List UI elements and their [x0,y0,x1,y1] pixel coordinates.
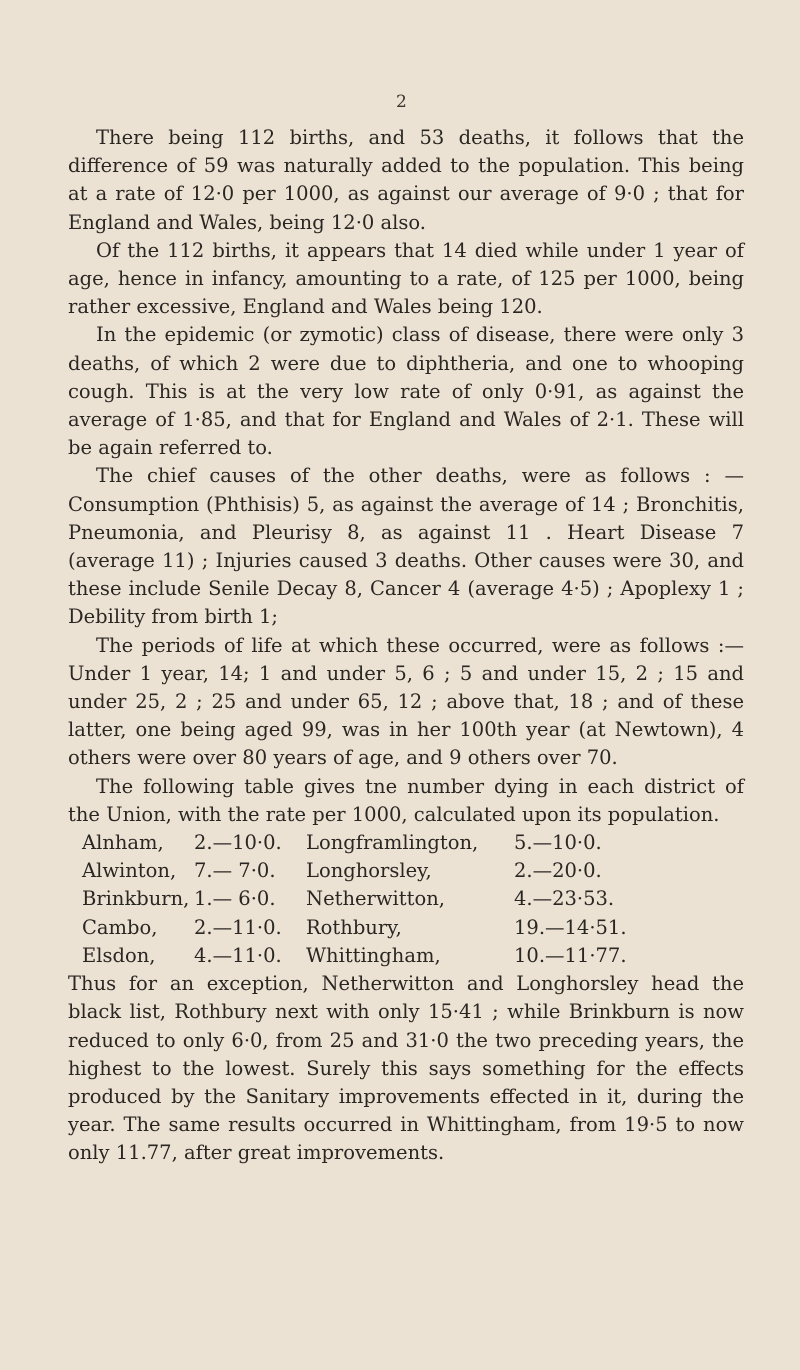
table-spacer [642,857,732,885]
table-cell-district: Brinkburn, [82,887,190,911]
table-cell-rate: 5.—10·0. [514,831,602,855]
table-cell-district: Rothbury, [306,915,402,939]
table-spacer [642,914,732,942]
table-cell-district: Whittingham, [306,943,441,967]
table-cell-district: Longhorsley, [306,859,432,883]
table-cell-rate: 1.— 6·0. [194,887,276,911]
table-cell-rate: 4.—11·0. [194,943,282,967]
table-cell-district: Netherwitton, [306,887,445,911]
table-cell-rate: 2.—10·0. [194,831,282,855]
table-spacer [642,885,732,913]
table-cell-district: Cambo, [82,915,158,939]
paragraph-epidemic-disease: In the epidemic (or zymotic) class of disease, there were only 3 deaths, of which 2 were due to diphtheria, and one to whooping cough. This is at the very low rate of only 0·91, as against the average of 1·85, and that for England and Wales of 2·1. These will be again referred to. [68,323,744,460]
table-cell-rate: 19.—14·51. [514,915,627,939]
table-cell-rate: 10.—11·77. [514,943,627,967]
table-cell-rate: 7.— 7·0. [194,859,276,883]
page-number: 2 [396,92,407,112]
district-death-table [82,829,744,970]
table-cell-district: Alnham, [82,831,164,855]
paragraph-infant-mortality: Of the 112 births, it appears that 14 died while under 1 year of age, hence in infancy, amounting to a rate, of 125 per 1000, being rather excessive, England and Wales being 120. [68,238,744,319]
table-spacer [642,942,732,970]
paragraph-periods-of-life: The periods of life at which these occurred, were as follows :—Under 1 year, 14; 1 and under 5, 6 ; 5 and under 15, 2 ; 15 and under 25, 2 ; 25 and under 65, 12 ; above that, 18 ; and of these latter, one being aged 99, was in her 100th year (at Newtown), 4 others were over 80 years of age, and 9 others over 70. [68,633,744,770]
table-cell-rate: 2.—11·0. [194,915,282,939]
paragraph-conclusion: Thus for an exception, Netherwitton and Longhorsley head the black list, Rothbury next with only 15·41 ; while Brinkburn is now reduced to only 6·0, from 25 and 31·0 the two preceding years, the highest to the lowest. Surely this says something for the effects produced by the Sanitary improvements effected in it, during the year. The same results occurred in Whittingham, from 19·5 to now only 11.77, after great improvements. [68,972,744,1165]
paragraph-chief-causes: The chief causes of the other deaths, were as follows : —Consumption (Phthisis) 5, as against the average of 14 ; Bronchitis, Pneumonia, and Pleurisy 8, as against 11 . Heart Disease 7 (average 11) ; Injuries caused 3 deaths. Other causes were 30, and these include Senile Decay 8, Cancer 4 (average 4·5) ; Apoplexy 1 ; Debility from birth 1; [68,464,744,629]
table-cell-district: Elsdon, [82,943,156,967]
table-cell-district: Alwinton, [82,859,177,883]
table-cell-rate: 2.—20·0. [514,859,602,883]
paragraph-table-intro: The following table gives tne number dying in each district of the Union, with the rate per 1000, calculated upon its population. [68,774,744,826]
table-cell-district: Longframlington, [306,831,479,855]
table-spacer [642,829,732,857]
report-body [68,124,744,1168]
table-cell-rate: 4.—23·53. [514,887,615,911]
paragraph-population: There being 112 births, and 53 deaths, it follows that the difference of 59 was naturally added to the population. This being at a rate of 12·0 per 1000, as against our average of 9·0 ; that for England and Wales, being 12·0 also. [68,126,744,234]
